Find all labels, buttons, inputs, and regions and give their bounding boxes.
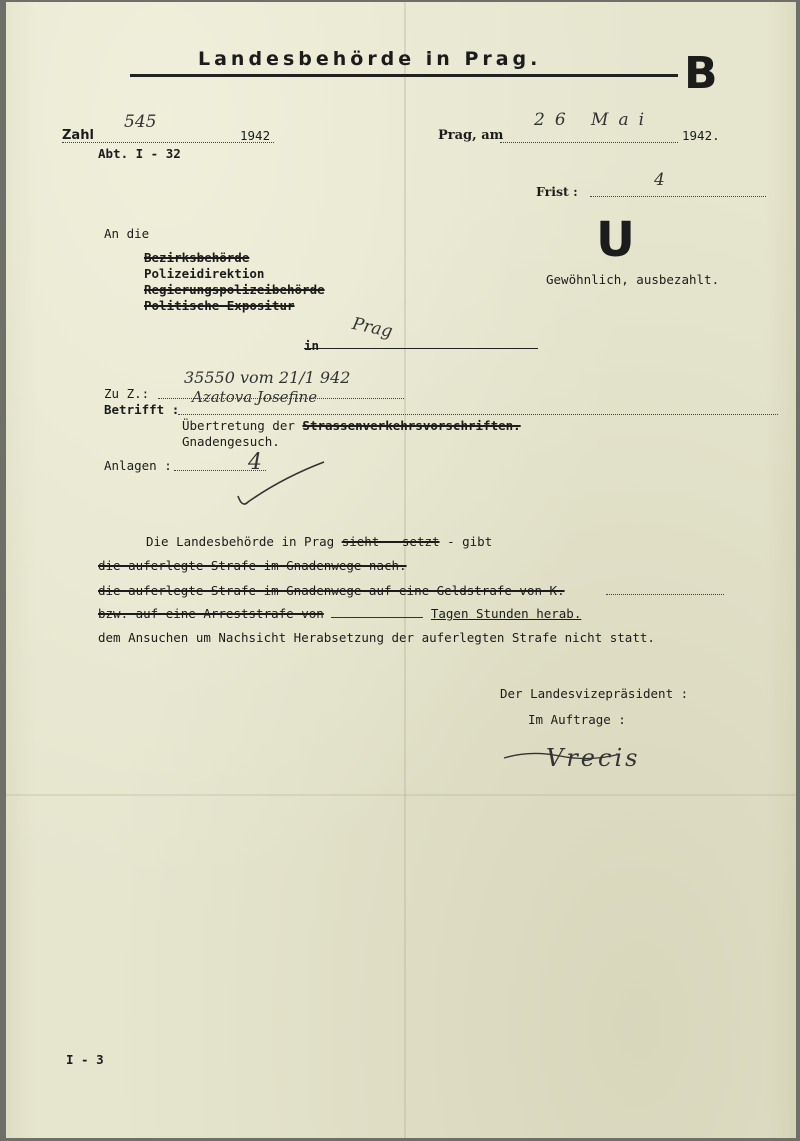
- place-date-label: Prag, am: [438, 128, 504, 143]
- recipient-line-2: Polizeidirektion: [144, 266, 265, 281]
- in-label: in: [304, 338, 320, 353]
- betrifft-label: Betrifft :: [104, 402, 180, 417]
- betrifft-line-2-prefix: Übertretung der: [182, 418, 295, 433]
- anlagen-label: Anlagen :: [104, 458, 172, 473]
- body-line-4: [98, 606, 581, 621]
- paper-fold-horizontal: [6, 794, 796, 796]
- zahl-value: 545: [124, 112, 157, 132]
- document-page: [6, 2, 796, 1138]
- betrifft-line-3: Gnadengesuch.: [182, 434, 280, 449]
- betrifft-dots: [178, 414, 778, 415]
- date-handwritten: 26 Mai: [534, 110, 655, 130]
- in-rule: [304, 348, 538, 349]
- frist-dots: [590, 196, 766, 197]
- betrifft-value: Azatova Josefine: [192, 388, 318, 406]
- body-line-3: die auferlegte Strafe im Gnadenwege auf eine Geldstrafe von K.: [98, 583, 565, 598]
- betrifft-line-2: [182, 418, 521, 433]
- stamp-note: Gewöhnlich, ausbezahlt.: [546, 272, 720, 287]
- recipient-line-1: Bezirksbehörde: [144, 250, 250, 265]
- abt-label: Abt. I - 32: [98, 146, 181, 161]
- body-line-4-blank: [331, 617, 423, 618]
- frist-label: Frist :: [536, 184, 578, 199]
- recipient-line-4: Politische Expositur: [144, 298, 295, 313]
- zahl-label: Zahl: [62, 128, 94, 143]
- body-line-5: dem Ansuchen um Nachsicht Herabsetzung der auferlegten Strafe nicht statt.: [98, 630, 655, 645]
- signature-title: Der Landesvizepräsident :: [500, 686, 689, 701]
- form-code: I - 3: [66, 1052, 104, 1067]
- an-die: An die: [104, 226, 150, 241]
- betrifft-line-2-struck: Strassenverkehrsvorschriften.: [302, 418, 521, 433]
- zu-z-value: 35550 vom 21/1 942: [184, 368, 351, 387]
- signature-handwritten: Vrecis: [546, 744, 641, 772]
- in-value: Prag: [350, 313, 395, 343]
- heading-rule: [130, 74, 678, 77]
- body-line-1-prefix: Die Landesbehörde in Prag: [146, 534, 335, 549]
- body-line-1-suffix: - gibt: [447, 534, 493, 549]
- im-auftrage: Im Auftrage :: [528, 712, 626, 727]
- recipient-line-3: Regierungspolizeibehörde: [144, 282, 325, 297]
- checkmark-icon: [232, 458, 332, 508]
- date-year: 1942.: [682, 128, 720, 143]
- letter-b: B: [684, 48, 718, 99]
- signature-stroke: [500, 742, 660, 782]
- anlagen-value: 4: [248, 450, 262, 475]
- date-dots: [500, 142, 678, 143]
- body-line-2: die auferlegte Strafe im Gnadenwege nach.: [98, 558, 407, 573]
- authority-heading: Landesbehörde in Prag.: [198, 48, 542, 70]
- zahl-year: 1942: [240, 128, 271, 143]
- frist-value: 4: [654, 170, 665, 190]
- body-line-1: [146, 534, 492, 549]
- body-line-4-suffix: Tagen Stunden herab.: [430, 606, 582, 621]
- stamp-letter-u: U: [596, 212, 635, 268]
- body-line-3-dots: [606, 594, 724, 595]
- body-line-4-struck: bzw. auf eine Arreststrafe von: [98, 606, 324, 621]
- zu-z-label: Zu Z.:: [104, 386, 150, 401]
- body-line-1-struck: sieht - setzt: [341, 534, 440, 549]
